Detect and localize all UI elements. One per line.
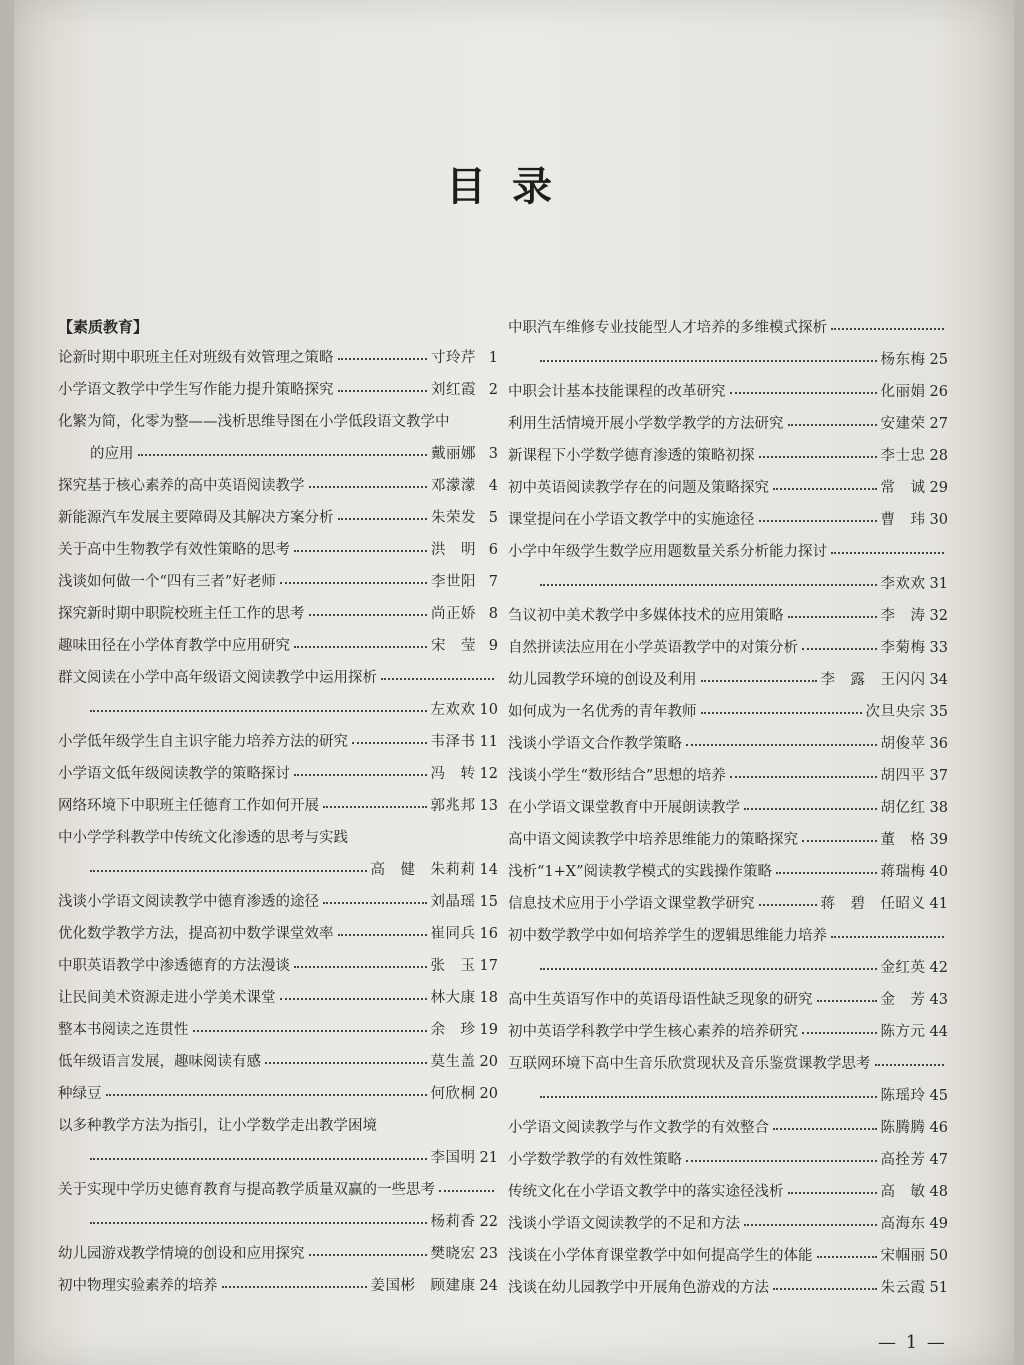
dot-leader bbox=[701, 678, 817, 682]
entry-page: 40 bbox=[929, 864, 948, 880]
page-number: — 1 — bbox=[878, 1332, 947, 1353]
dot-leader bbox=[294, 644, 427, 648]
entry-title: 浅析“1+X”阅读教学模式的实践操作策略 bbox=[508, 864, 773, 880]
entry-author: 宋 莹 bbox=[431, 638, 476, 654]
entry-author: 陈腾腾 bbox=[880, 1120, 926, 1136]
entry-title: 自然拼读法应用在小学英语教学中的对策分析 bbox=[508, 640, 798, 656]
entry-page: 21 bbox=[479, 1150, 498, 1166]
entry-title: 群文阅读在小学中高年级语文阅读教学中运用探析 bbox=[58, 670, 377, 686]
entry-title: 初中物理实验素养的培养 bbox=[58, 1278, 218, 1294]
entry-author: 林大康 bbox=[430, 990, 476, 1006]
toc-entry bbox=[58, 694, 498, 726]
toc-entry bbox=[508, 664, 948, 696]
entry-author: 金 芳 bbox=[880, 992, 926, 1008]
dot-leader bbox=[294, 964, 427, 968]
entry-title: 小学数学教学的有效性策略 bbox=[508, 1152, 682, 1168]
entry-page: 48 bbox=[929, 1184, 948, 1200]
toc-entry bbox=[508, 536, 948, 568]
toc-entry bbox=[508, 792, 948, 824]
entry-author: 次旦央宗 bbox=[865, 704, 926, 720]
toc-right-column bbox=[508, 312, 948, 1304]
dot-leader bbox=[817, 998, 877, 1002]
dot-leader bbox=[831, 934, 944, 938]
entry-title: 以多种教学方法为指引，让小学数学走出教学困境 bbox=[58, 1118, 377, 1134]
entry-title: 浅谈小学语文阅读教学中德育渗透的途径 bbox=[58, 894, 319, 910]
toc-entry bbox=[58, 662, 498, 694]
dot-leader bbox=[138, 452, 428, 456]
entry-page: 28 bbox=[929, 448, 948, 464]
entry-author: 蒋瑞梅 bbox=[880, 864, 926, 880]
dot-leader bbox=[280, 580, 427, 584]
dot-leader bbox=[294, 548, 427, 552]
entry-author: 李欢欢 bbox=[880, 576, 926, 592]
toc-list-right bbox=[508, 312, 948, 1304]
entry-title: 探究新时期中职院校班主任工作的思考 bbox=[58, 606, 305, 622]
toc-entry bbox=[58, 566, 498, 598]
dot-leader bbox=[381, 676, 494, 680]
toc-entry bbox=[508, 1176, 948, 1208]
entry-title: 小学语文教学中学生写作能力提升策略探究 bbox=[58, 382, 334, 398]
toc-entry bbox=[58, 374, 498, 406]
entry-title: 中职英语教学中渗透德育的方法漫谈 bbox=[58, 958, 290, 974]
toc-entry bbox=[58, 790, 498, 822]
entry-author: 郭兆邦 bbox=[430, 798, 476, 814]
dot-leader bbox=[309, 1252, 427, 1256]
entry-author: 刘红霞 bbox=[431, 382, 476, 398]
entry-author: 曹 玮 bbox=[880, 512, 926, 528]
dot-leader bbox=[773, 1286, 877, 1290]
toc-entry bbox=[508, 824, 948, 856]
entry-title: 小学语文低年级阅读教学的策略探讨 bbox=[58, 766, 290, 782]
entry-author: 韦泽书 bbox=[430, 734, 476, 750]
entry-author: 杨莉香 bbox=[430, 1214, 476, 1230]
entry-title: 刍议初中美术教学中多媒体技术的应用策略 bbox=[508, 608, 784, 624]
entry-author: 洪 明 bbox=[431, 542, 476, 558]
toc-entry bbox=[508, 760, 948, 792]
entry-page: 24 bbox=[479, 1278, 498, 1294]
dot-leader bbox=[730, 390, 877, 394]
toc-entry bbox=[58, 1238, 498, 1270]
entry-page: 20 bbox=[479, 1086, 498, 1102]
entry-page: 39 bbox=[929, 832, 948, 848]
toc-left-column bbox=[58, 312, 498, 1302]
dot-leader bbox=[730, 774, 877, 778]
entry-title: 浅谈小学语文合作教学策略 bbox=[508, 736, 682, 752]
entry-title: 小学语文阅读教学与作文教学的有效整合 bbox=[508, 1120, 769, 1136]
entry-title: 课堂提问在小学语文教学中的实施途径 bbox=[508, 512, 755, 528]
entry-title: 中职汽车维修专业技能型人才培养的多维模式探析 bbox=[508, 320, 827, 336]
dot-leader bbox=[759, 454, 877, 458]
toc-entry bbox=[508, 344, 948, 376]
entry-title: 信息技术应用于小学语文课堂教学研究 bbox=[508, 896, 755, 912]
entry-page: 6 bbox=[488, 542, 498, 558]
entry-page: 16 bbox=[479, 926, 498, 942]
entry-author: 高 敏 bbox=[880, 1184, 926, 1200]
entry-author: 李菊梅 bbox=[880, 640, 926, 656]
entry-author: 戴丽娜 bbox=[431, 446, 476, 462]
dot-leader bbox=[776, 870, 877, 874]
entry-author: 寸玲芹 bbox=[431, 350, 476, 366]
entry-author: 化丽娟 bbox=[880, 384, 926, 400]
entry-page: 23 bbox=[479, 1246, 498, 1262]
dot-leader bbox=[323, 804, 427, 808]
entry-page: 10 bbox=[479, 702, 498, 718]
toc-entry bbox=[508, 1144, 948, 1176]
entry-author: 李 露 王闪闪 bbox=[820, 672, 926, 688]
entry-author: 高海东 bbox=[880, 1216, 926, 1232]
entry-author: 常 诚 bbox=[880, 480, 926, 496]
toc-entry bbox=[58, 598, 498, 630]
dot-leader bbox=[759, 902, 817, 906]
toc-entry bbox=[58, 342, 498, 374]
toc-entry bbox=[58, 886, 498, 918]
dot-leader bbox=[193, 1028, 427, 1032]
toc-entry bbox=[58, 1046, 498, 1078]
entry-author: 刘晶瑶 bbox=[430, 894, 476, 910]
toc-entry bbox=[508, 504, 948, 536]
dot-leader bbox=[788, 614, 877, 618]
dot-leader bbox=[773, 486, 877, 490]
toc-entry bbox=[58, 1270, 498, 1302]
toc-entry bbox=[58, 438, 498, 470]
entry-author: 朱云霞 bbox=[880, 1280, 926, 1296]
entry-author: 金红英 bbox=[880, 960, 926, 976]
entry-title: 高中生英语写作中的英语母语性缺乏现象的研究 bbox=[508, 992, 813, 1008]
toc-entry bbox=[58, 1110, 498, 1142]
toc-entry bbox=[508, 1016, 948, 1048]
entry-page: 46 bbox=[929, 1120, 948, 1136]
entry-title: 整本书阅读之连贯性 bbox=[58, 1022, 189, 1038]
dot-leader bbox=[352, 740, 427, 744]
toc-entry bbox=[508, 632, 948, 664]
dot-leader bbox=[788, 422, 877, 426]
dot-leader bbox=[222, 1284, 367, 1288]
dot-leader bbox=[773, 1126, 877, 1130]
entry-page: 7 bbox=[488, 574, 498, 590]
dot-leader bbox=[759, 518, 877, 522]
toc-entry bbox=[508, 1080, 948, 1112]
entry-author: 樊晓宏 bbox=[430, 1246, 476, 1262]
entry-page: 1 bbox=[488, 350, 498, 366]
entry-author: 李 涛 bbox=[880, 608, 926, 624]
toc-entry bbox=[508, 312, 948, 344]
entry-title: 新能源汽车发展主要障碍及其解决方案分析 bbox=[58, 510, 334, 526]
dot-leader bbox=[540, 582, 877, 586]
toc-list-left bbox=[58, 342, 498, 1302]
dot-leader bbox=[540, 966, 877, 970]
entry-author: 胡四平 bbox=[880, 768, 926, 784]
dot-leader bbox=[831, 550, 944, 554]
entry-title: 初中英语阅读教学存在的问题及策略探究 bbox=[508, 480, 769, 496]
entry-title: 初中英语学科教学中学生核心素养的培养研究 bbox=[508, 1024, 798, 1040]
entry-author: 高拴芳 bbox=[880, 1152, 926, 1168]
toc-entry bbox=[58, 822, 498, 854]
entry-author: 李士忠 bbox=[880, 448, 926, 464]
entry-author: 李国明 bbox=[430, 1150, 476, 1166]
dot-leader bbox=[294, 772, 427, 776]
toc-entry bbox=[508, 1240, 948, 1272]
toc-entry bbox=[508, 856, 948, 888]
entry-page: 17 bbox=[479, 958, 498, 974]
dot-leader bbox=[701, 710, 862, 714]
entry-author: 崔同兵 bbox=[430, 926, 476, 942]
toc-entry bbox=[58, 470, 498, 502]
toc-entry bbox=[508, 1048, 948, 1080]
dot-leader bbox=[90, 1220, 427, 1224]
entry-title: 中职会计基本技能课程的改革研究 bbox=[508, 384, 726, 400]
entry-author: 陈瑶玲 bbox=[880, 1088, 926, 1104]
dot-leader bbox=[802, 1030, 877, 1034]
toc-entry bbox=[58, 726, 498, 758]
entry-page: 44 bbox=[929, 1024, 948, 1040]
toc-entry bbox=[508, 600, 948, 632]
entry-page: 36 bbox=[929, 736, 948, 752]
toc-entry bbox=[508, 376, 948, 408]
dot-leader bbox=[744, 806, 877, 810]
entry-page: 47 bbox=[929, 1152, 948, 1168]
entry-page: 19 bbox=[479, 1022, 498, 1038]
entry-title: 优化数学教学方法，提高初中数学课堂效率 bbox=[58, 926, 334, 942]
entry-author: 莫生盖 bbox=[430, 1054, 476, 1070]
entry-page: 13 bbox=[479, 798, 498, 814]
entry-author: 尚正娇 bbox=[431, 606, 476, 622]
entry-page: 4 bbox=[488, 478, 498, 494]
entry-title: 初中数学教学中如何培养学生的逻辑思维能力培养 bbox=[508, 928, 827, 944]
toc-entry bbox=[508, 920, 948, 952]
entry-title: 浅谈如何做一个“四有三者”好老师 bbox=[58, 574, 276, 590]
entry-title: 低年级语言发展，趣味阅读有感 bbox=[58, 1054, 261, 1070]
dot-leader bbox=[802, 646, 877, 650]
entry-page: 27 bbox=[929, 416, 948, 432]
entry-page: 31 bbox=[929, 576, 948, 592]
dot-leader bbox=[686, 1158, 877, 1162]
toc-entry bbox=[58, 630, 498, 662]
entry-author: 冯 转 bbox=[430, 766, 476, 782]
entry-page: 29 bbox=[929, 480, 948, 496]
entry-author: 董 格 bbox=[880, 832, 926, 848]
entry-page: 8 bbox=[488, 606, 498, 622]
entry-author: 张 玉 bbox=[430, 958, 476, 974]
entry-page: 41 bbox=[929, 896, 948, 912]
entry-author: 胡俊苹 bbox=[880, 736, 926, 752]
dot-leader bbox=[338, 516, 428, 520]
entry-title: 趣味田径在小学体育教学中应用研究 bbox=[58, 638, 290, 654]
entry-title: 论新时期中职班主任对班级有效管理之策略 bbox=[58, 350, 334, 366]
toc-entry bbox=[58, 982, 498, 1014]
toc-entry bbox=[58, 502, 498, 534]
toc-entry bbox=[58, 854, 498, 886]
entry-page: 50 bbox=[929, 1248, 948, 1264]
entry-page: 37 bbox=[929, 768, 948, 784]
dot-leader bbox=[309, 484, 428, 488]
entry-page: 3 bbox=[488, 446, 498, 462]
dot-leader bbox=[875, 1062, 945, 1066]
entry-page: 12 bbox=[479, 766, 498, 782]
toc-entry bbox=[58, 534, 498, 566]
entry-author: 李世阳 bbox=[431, 574, 476, 590]
entry-page: 43 bbox=[929, 992, 948, 1008]
entry-page: 33 bbox=[929, 640, 948, 656]
entry-author: 余 珍 bbox=[430, 1022, 476, 1038]
entry-page: 42 bbox=[929, 960, 948, 976]
entry-page: 20 bbox=[479, 1054, 498, 1070]
entry-author: 胡亿红 bbox=[880, 800, 926, 816]
entry-author: 何欣桐 bbox=[430, 1086, 476, 1102]
dot-leader bbox=[686, 742, 877, 746]
entry-title: 高中语文阅读教学中培养思维能力的策略探究 bbox=[508, 832, 798, 848]
dot-leader bbox=[90, 1156, 427, 1160]
entry-page: 34 bbox=[929, 672, 948, 688]
toc-entry bbox=[58, 1206, 498, 1238]
dot-leader bbox=[338, 356, 428, 360]
entry-title: 浅谈在幼儿园教学中开展角色游戏的方法 bbox=[508, 1280, 769, 1296]
entry-page: 22 bbox=[479, 1214, 498, 1230]
toc-entry bbox=[58, 1078, 498, 1110]
entry-page: 30 bbox=[929, 512, 948, 528]
toc-entry bbox=[58, 1142, 498, 1174]
entry-title: 传统文化在小学语文教学中的落实途径浅析 bbox=[508, 1184, 784, 1200]
dot-leader bbox=[744, 1222, 877, 1226]
toc-entry bbox=[58, 1014, 498, 1046]
dot-leader bbox=[90, 708, 427, 712]
dot-leader bbox=[338, 388, 428, 392]
toc-entry bbox=[58, 950, 498, 982]
entry-title: 化繁为简，化零为整——浅析思维导图在小学低段语文教学中 bbox=[58, 414, 450, 430]
entry-title: 浅谈小学生“数形结合”思想的培养 bbox=[508, 768, 726, 784]
entry-page: 32 bbox=[929, 608, 948, 624]
dot-leader bbox=[265, 1060, 427, 1064]
entry-page: 14 bbox=[479, 862, 498, 878]
toc-entry bbox=[58, 758, 498, 790]
dot-leader bbox=[106, 1092, 427, 1096]
dot-leader bbox=[540, 1094, 877, 1098]
dot-leader bbox=[802, 838, 877, 842]
entry-author: 邓濛濛 bbox=[431, 478, 476, 494]
toc-entry bbox=[58, 918, 498, 950]
entry-title: 浅谈小学语文阅读教学的不足和方法 bbox=[508, 1216, 740, 1232]
entry-page: 11 bbox=[479, 734, 498, 750]
entry-page: 15 bbox=[479, 894, 498, 910]
toc-entry bbox=[508, 1112, 948, 1144]
dot-leader bbox=[323, 900, 427, 904]
toc-entry bbox=[508, 696, 948, 728]
entry-title: 中小学学科教学中传统文化渗透的思考与实践 bbox=[58, 830, 348, 846]
toc-entry bbox=[508, 984, 948, 1016]
entry-author: 姜国彬 顾建康 bbox=[370, 1278, 476, 1294]
dot-leader bbox=[338, 932, 427, 936]
entry-title: 浅谈在小学体育课堂教学中如何提高学生的体能 bbox=[508, 1248, 813, 1264]
dot-leader bbox=[831, 326, 944, 330]
entry-author: 蒋 碧 任昭义 bbox=[820, 896, 926, 912]
entry-page: 45 bbox=[929, 1088, 948, 1104]
dot-leader bbox=[309, 612, 428, 616]
entry-author: 杨东梅 bbox=[880, 352, 926, 368]
toc-entry bbox=[508, 888, 948, 920]
entry-author: 左欢欢 bbox=[430, 702, 476, 718]
toc-entry bbox=[508, 952, 948, 984]
entry-page: 2 bbox=[488, 382, 498, 398]
entry-title: 探究基于核心素养的高中英语阅读教学 bbox=[58, 478, 305, 494]
entry-title: 新课程下小学数学德育渗透的策略初探 bbox=[508, 448, 755, 464]
dot-leader bbox=[280, 996, 427, 1000]
toc-entry bbox=[508, 440, 948, 472]
entry-title: 小学低年级学生自主识字能力培养方法的研究 bbox=[58, 734, 348, 750]
entry-page: 5 bbox=[488, 510, 498, 526]
toc-entry bbox=[508, 1208, 948, 1240]
toc-entry bbox=[508, 408, 948, 440]
entry-title: 小学中年级学生数学应用题数量关系分析能力探讨 bbox=[508, 544, 827, 560]
entry-author: 安建荣 bbox=[880, 416, 926, 432]
entry-author: 宋帼丽 bbox=[880, 1248, 926, 1264]
entry-title: 幼儿园教学环境的创设及利用 bbox=[508, 672, 697, 688]
toc-entry bbox=[508, 472, 948, 504]
entry-author: 朱荣发 bbox=[431, 510, 476, 526]
entry-title: 关于高中生物教学有效性策略的思考 bbox=[58, 542, 290, 558]
dot-leader bbox=[439, 1188, 494, 1192]
dot-leader bbox=[817, 1254, 877, 1258]
entry-title: 利用生活情境开展小学数学教学的方法研究 bbox=[508, 416, 784, 432]
entry-author: 高 健 朱莉莉 bbox=[370, 862, 476, 878]
entry-page: 38 bbox=[929, 800, 948, 816]
entry-title: 的应用 bbox=[90, 446, 134, 462]
toc-entry bbox=[58, 1174, 498, 1206]
toc-entry bbox=[508, 568, 948, 600]
entry-title: 在小学语文课堂教育中开展朗读教学 bbox=[508, 800, 740, 816]
toc-entry bbox=[58, 406, 498, 438]
entry-title: 让民间美术资源走进小学美术课堂 bbox=[58, 990, 276, 1006]
entry-page: 9 bbox=[488, 638, 498, 654]
entry-title: 互联网环境下高中生音乐欣赏现状及音乐鉴赏课教学思考 bbox=[508, 1056, 871, 1072]
entry-page: 26 bbox=[929, 384, 948, 400]
entry-title: 幼儿园游戏教学情境的创设和应用探究 bbox=[58, 1246, 305, 1262]
entry-page: 35 bbox=[929, 704, 948, 720]
entry-page: 51 bbox=[929, 1280, 948, 1296]
entry-page: 18 bbox=[479, 990, 498, 1006]
toc-entry bbox=[508, 1272, 948, 1304]
entry-page: 49 bbox=[929, 1216, 948, 1232]
dot-leader bbox=[90, 868, 367, 872]
entry-page: 25 bbox=[929, 352, 948, 368]
dot-leader bbox=[788, 1190, 877, 1194]
entry-author: 陈方元 bbox=[880, 1024, 926, 1040]
dot-leader bbox=[540, 358, 877, 362]
entry-title: 关于实现中学历史德育教育与提高教学质量双赢的一些思考 bbox=[58, 1182, 435, 1198]
entry-title: 种绿豆 bbox=[58, 1086, 102, 1102]
toc-entry bbox=[508, 728, 948, 760]
entry-title: 网络环境下中职班主任德育工作如何开展 bbox=[58, 798, 319, 814]
page-title: 目录 bbox=[446, 164, 578, 210]
entry-title: 如何成为一名优秀的青年教师 bbox=[508, 704, 697, 720]
section-heading: 【 素质教育 】 bbox=[58, 312, 498, 342]
